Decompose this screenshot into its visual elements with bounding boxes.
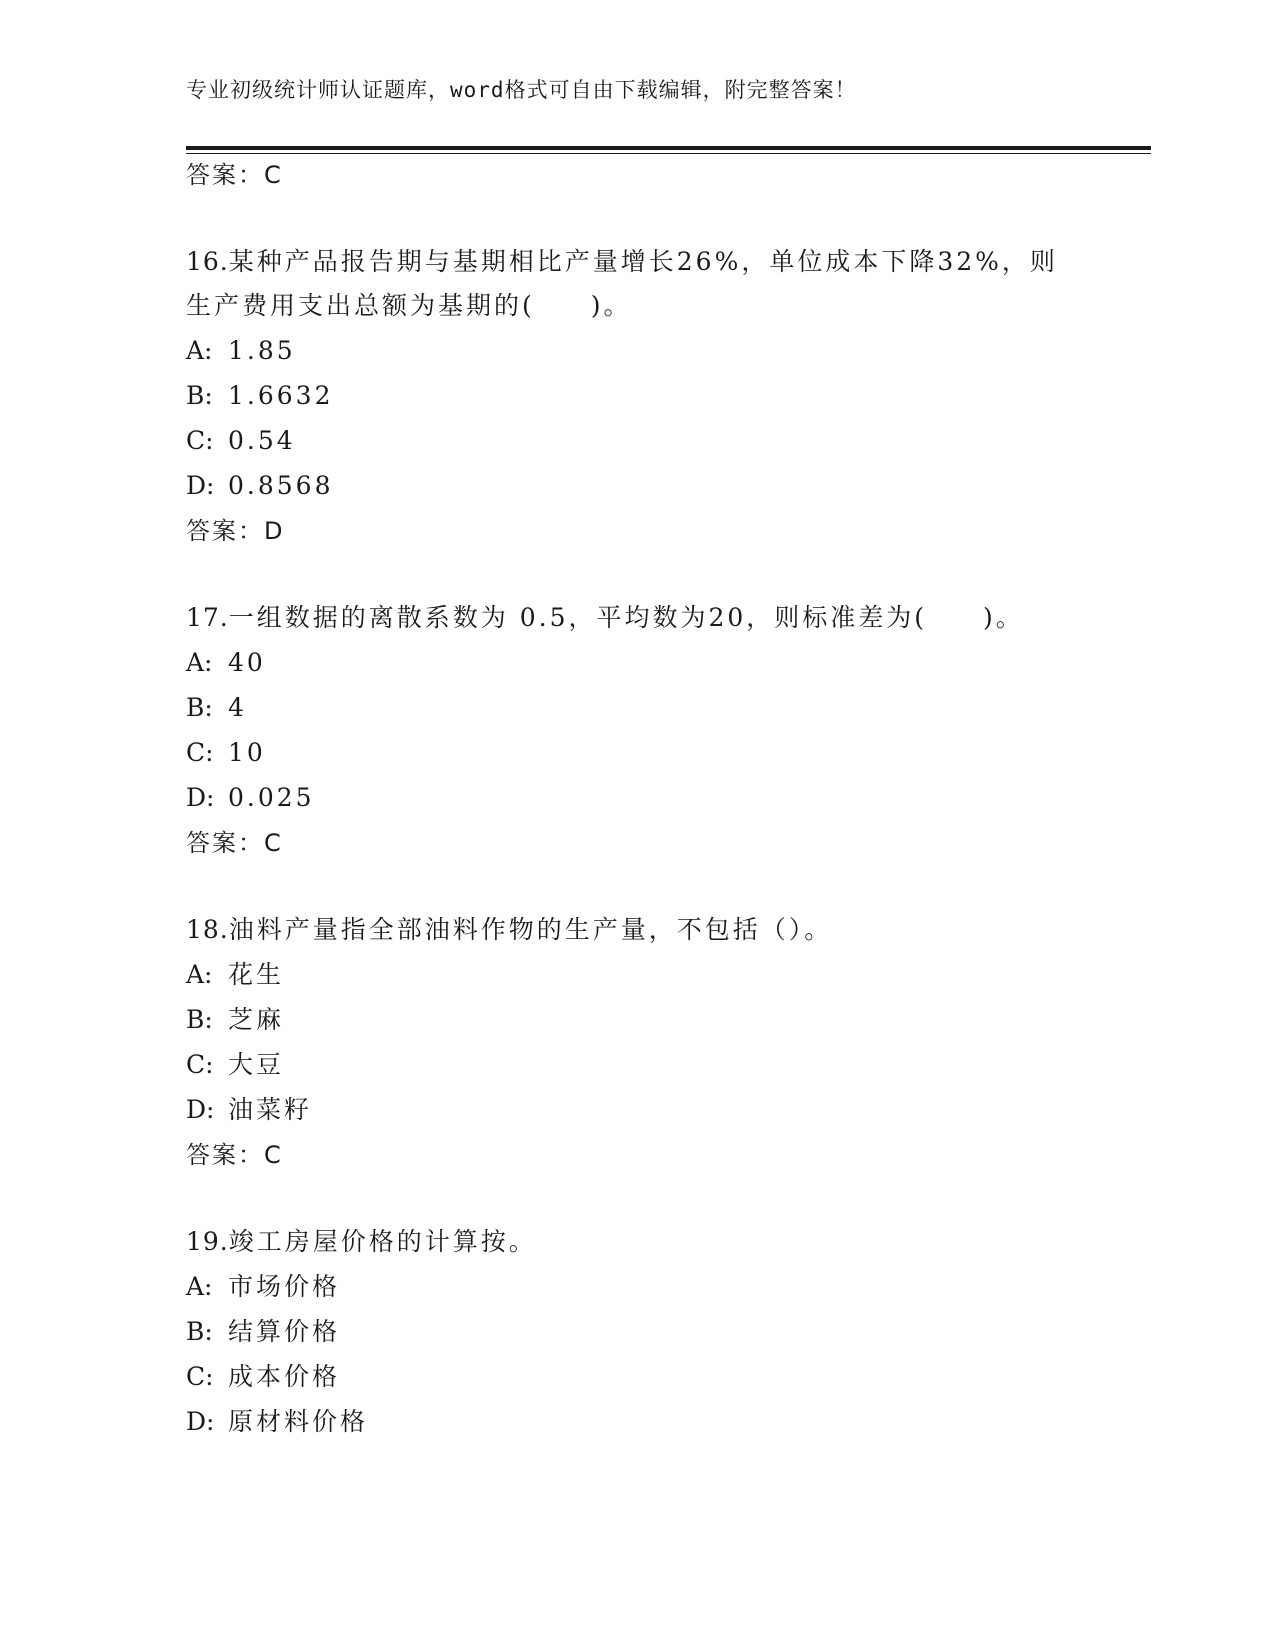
option-key: D: [186, 471, 215, 500]
answer-line [186, 508, 1086, 554]
option-text: 大豆 [228, 1050, 285, 1079]
header-divider-thick [186, 146, 1151, 150]
option-text: 40 [228, 648, 266, 677]
option-b [186, 373, 1086, 418]
option-a [186, 1264, 1086, 1309]
option-a [186, 328, 1086, 373]
option-key: B: [186, 381, 213, 410]
answer-value: C [264, 829, 283, 857]
question-text [186, 240, 1086, 284]
option-a [186, 640, 1086, 685]
option-key: A: [186, 648, 213, 677]
answer-value: D [264, 517, 285, 545]
option-text: 市场价格 [228, 1272, 341, 1301]
option-key: B: [186, 1005, 213, 1034]
option-key: C: [186, 738, 214, 767]
option-key: A: [186, 1272, 213, 1301]
answer-value: C [264, 1141, 283, 1169]
answer-label: 答案： [186, 517, 264, 545]
option-text: 10 [228, 738, 266, 767]
answer-value: C [264, 161, 283, 189]
option-b [186, 997, 1086, 1042]
option-c [186, 1042, 1086, 1087]
answer-label: 答案： [186, 1141, 264, 1169]
option-text: 1.85 [228, 336, 296, 365]
option-c [186, 418, 1086, 463]
option-d [186, 775, 1086, 820]
option-b [186, 1309, 1086, 1354]
option-text: 花生 [228, 960, 285, 989]
question-text [186, 596, 1086, 640]
option-text: 4 [228, 693, 247, 722]
option-key: A: [186, 336, 213, 365]
option-text: 0.025 [228, 783, 315, 812]
answer-line [186, 1132, 1086, 1178]
option-text: 成本价格 [228, 1362, 341, 1391]
answer-label: 答案： [186, 161, 264, 189]
option-text: 0.54 [228, 426, 296, 455]
option-key: C: [186, 426, 214, 455]
option-key: B: [186, 1317, 213, 1346]
answer-line [186, 152, 1086, 198]
page-header: 专业初级统计师认证题库，word格式可自由下载编辑，附完整答案！ [186, 78, 857, 102]
option-key: D: [186, 1095, 215, 1124]
question-18 [186, 908, 1086, 1178]
option-text: 结算价格 [228, 1317, 341, 1346]
question-number: 18. [186, 915, 229, 944]
option-b [186, 685, 1086, 730]
option-key: A: [186, 960, 213, 989]
question-text [186, 908, 1086, 952]
option-key: B: [186, 693, 213, 722]
answer-line [186, 820, 1086, 866]
option-text: 油菜籽 [228, 1095, 313, 1124]
option-c [186, 730, 1086, 775]
option-text: 1.6632 [228, 381, 334, 410]
question-number: 19. [186, 1227, 229, 1256]
question-line-1: 油料产量指全部油料作物的生产量，不包括（）。 [228, 915, 833, 944]
option-a [186, 952, 1086, 997]
question-19 [186, 1220, 1086, 1444]
question-17 [186, 596, 1086, 866]
option-key: C: [186, 1050, 214, 1079]
option-key: C: [186, 1362, 214, 1391]
question-number: 17. [186, 603, 229, 632]
question-line-2: 生产费用支出总额为基期的( )。 [186, 291, 632, 320]
question-content [186, 152, 1086, 1444]
option-text: 原材料价格 [228, 1407, 369, 1436]
option-d [186, 1087, 1086, 1132]
question-16 [186, 240, 1086, 554]
option-text: 0.8568 [228, 471, 334, 500]
option-key: D: [186, 1407, 215, 1436]
answer-label: 答案： [186, 829, 264, 857]
option-d [186, 463, 1086, 508]
question-line-1: 一组数据的离散系数为 0.5，平均数为20，则标准差为( )。 [228, 603, 1024, 632]
question-text [186, 1220, 1086, 1264]
question-number: 16. [186, 247, 229, 276]
question-line-1: 竣工房屋价格的计算按。 [228, 1227, 537, 1256]
option-d [186, 1399, 1086, 1444]
option-text: 芝麻 [228, 1005, 285, 1034]
question-line-1: 某种产品报告期与基期相比产量增长26%，单位成本下降32%，则 [228, 247, 1058, 276]
option-c [186, 1354, 1086, 1399]
option-key: D: [186, 783, 215, 812]
